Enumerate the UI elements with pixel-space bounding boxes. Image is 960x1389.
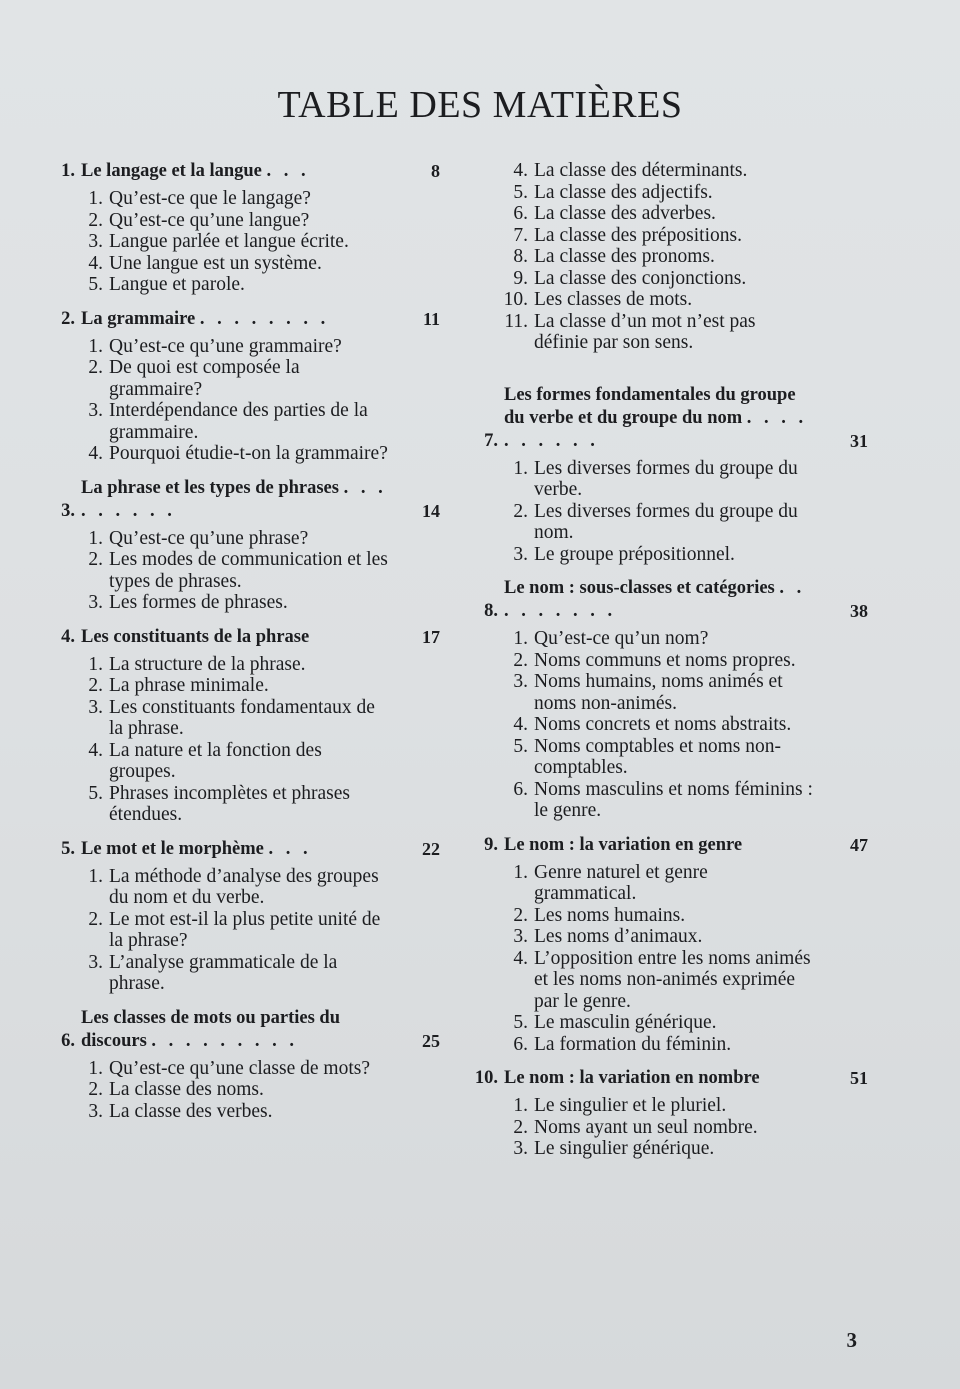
- toc-item: [498, 544, 868, 566]
- page-title: TABLE DES MATIÈRES: [277, 84, 683, 127]
- toc-chapter: [45, 626, 440, 826]
- toc-item-number: 5.: [513, 1012, 528, 1033]
- toc-item: [498, 268, 868, 290]
- toc-item-text: Langue parlée et langue écrite.: [109, 231, 349, 252]
- toc-item: [73, 528, 440, 550]
- chapter-title: Le mot et le morphème: [81, 838, 264, 859]
- chapter-heading: [468, 577, 868, 623]
- toc-item-number: 8.: [513, 246, 528, 267]
- toc-item-text: Langue et parole.: [109, 274, 245, 295]
- chapter-page-number: 38: [850, 601, 868, 621]
- toc-item-text: La classe des noms.: [109, 1079, 264, 1100]
- toc-item-text: Les diverses formes du groupe du verbe.: [534, 457, 798, 500]
- toc-item-text: Qu’est-ce que le langage?: [109, 188, 311, 209]
- toc-item-number: 5.: [513, 181, 528, 203]
- toc-item-text: Qu’est-ce qu’une classe de mots?: [109, 1057, 370, 1079]
- toc-item-text: La classe des verbes.: [109, 1100, 273, 1122]
- toc-item-number: 4.: [88, 739, 103, 761]
- chapter-items: [468, 862, 868, 1056]
- toc-item: [498, 246, 868, 268]
- toc-item-text: La classe des adjectifs.: [534, 181, 713, 203]
- toc-item: [73, 740, 440, 783]
- chapter-heading: [468, 834, 868, 857]
- chapter-number: 2.: [61, 308, 75, 329]
- toc-item-text: De quoi est composée la grammaire?: [109, 357, 300, 400]
- toc-item-number: 1.: [88, 1057, 103, 1079]
- toc-item-number: 2.: [513, 904, 528, 926]
- toc-chapter: [45, 160, 440, 296]
- chapter-title-block: [504, 1067, 816, 1090]
- toc-item-text: Le singulier et le pluriel.: [534, 1095, 727, 1116]
- toc-item-text: Noms communs et noms propres.: [534, 649, 796, 671]
- chapter-title-block: [81, 1007, 395, 1053]
- chapter-items: [45, 528, 440, 614]
- chapter-6-continued-items: [468, 160, 868, 354]
- page-number: 3: [846, 1328, 857, 1352]
- chapter-title-block: [504, 834, 816, 857]
- toc-item-number: 1.: [513, 628, 528, 649]
- toc-item-text: Qu’est-ce qu’une langue?: [109, 209, 310, 231]
- leader-dots: . . .: [266, 161, 310, 181]
- toc-item-text: Qu’est-ce qu’un nom?: [534, 628, 709, 649]
- toc-item-number: 2.: [513, 500, 528, 522]
- toc-item: [73, 253, 440, 275]
- toc-item: [73, 400, 440, 443]
- toc-item-text: La classe des prépositions.: [534, 224, 742, 246]
- toc-item: [498, 311, 868, 354]
- chapter-number: 4.: [61, 626, 75, 647]
- toc-item-number: 7.: [513, 224, 528, 246]
- chapter-items: [468, 458, 868, 566]
- chapter-title: Le nom : la variation en genre: [504, 834, 743, 855]
- toc-item-text: La formation du féminin.: [534, 1033, 732, 1055]
- toc-item-text: Noms masculins et noms féminins : le genre.: [534, 778, 813, 821]
- toc-item-text: Pourquoi étudie-t-on la grammaire?: [109, 443, 388, 464]
- chapter-items: [45, 188, 440, 296]
- toc-item: [498, 160, 868, 182]
- toc-item: [73, 697, 440, 740]
- chapter-items: [45, 336, 440, 465]
- toc-chapter: [468, 577, 868, 822]
- toc-item-number: 2.: [88, 357, 103, 378]
- chapter-title-block: [81, 838, 395, 861]
- chapter-number: 8.: [484, 601, 498, 621]
- chapter-page-number: 47: [850, 834, 868, 855]
- toc-item-text: La classe des déterminants.: [534, 160, 748, 181]
- toc-item: [498, 1138, 868, 1160]
- toc-item-number: 3.: [88, 400, 103, 421]
- toc-item-number: 2.: [88, 209, 103, 231]
- toc-item-number: 10.: [503, 289, 528, 310]
- toc-item-number: 1.: [513, 457, 528, 479]
- toc-item-number: 2.: [513, 649, 528, 671]
- toc-item: [73, 1058, 440, 1080]
- chapter-number: 7.: [484, 430, 498, 451]
- chapter-title-block: [504, 384, 816, 453]
- toc-item-text: La classe des conjonctions.: [534, 267, 747, 289]
- toc-item-text: Qu’est-ce qu’une grammaire?: [109, 335, 342, 357]
- leader-dots: . . .: [268, 838, 312, 859]
- toc-item: [73, 952, 440, 995]
- chapter-items: [468, 628, 868, 822]
- toc-item: [73, 592, 440, 614]
- toc-item: [498, 458, 868, 501]
- toc-item-number: 3.: [88, 231, 103, 252]
- chapter-heading: [468, 384, 868, 453]
- toc-item-text: Interdépendance des parties de la grammaire.: [109, 400, 368, 443]
- chapter-title: Le langage et la langue: [81, 161, 262, 181]
- toc-item-text: Noms humains, noms animés et noms non-animés.: [534, 671, 783, 714]
- toc-item-text: Noms concrets et noms abstraits.: [534, 714, 792, 735]
- toc-item-number: 2.: [88, 675, 103, 696]
- chapter-page-number: 17: [422, 626, 440, 647]
- toc-item-text: Les noms d’animaux.: [534, 926, 703, 947]
- chapter-title: Le nom : la variation en nombre: [504, 1068, 760, 1088]
- toc-item-number: 3.: [513, 543, 528, 565]
- toc-item: [498, 779, 868, 822]
- toc-chapter: [45, 838, 440, 995]
- chapter-number: 9.: [484, 834, 498, 855]
- toc-item-text: La nature et la fonction des groupes.: [109, 739, 322, 782]
- chapter-title-block: [81, 477, 395, 523]
- toc-item-text: Les constituants fondamentaux de la phrase.: [109, 696, 375, 739]
- toc-chapter: [468, 1067, 868, 1160]
- toc-item-number: 5.: [513, 735, 528, 757]
- toc-item-number: 4.: [513, 160, 528, 181]
- toc-item: [498, 714, 868, 736]
- toc-item-text: Noms comptables et noms non-comptables.: [534, 735, 781, 778]
- chapter-items: [45, 866, 440, 995]
- toc-item-text: La phrase minimale.: [109, 675, 269, 696]
- toc-item-number: 3.: [88, 951, 103, 973]
- chapter-page-number: 25: [422, 1030, 440, 1051]
- chapter-title: Les classes de mots ou parties du discours: [81, 1007, 341, 1051]
- toc-item-number: 11.: [504, 310, 528, 332]
- left-column: [45, 160, 440, 1134]
- chapter-page-number: 11: [422, 308, 440, 329]
- chapter-title: La phrase et les types de phrases: [81, 477, 339, 498]
- chapter-items: [468, 1095, 868, 1160]
- toc-item-text: Genre naturel et genre grammatical.: [534, 861, 708, 904]
- toc-item-number: 5.: [88, 274, 103, 295]
- toc-item: [498, 225, 868, 247]
- toc-item-number: 1.: [513, 1095, 528, 1116]
- right-chapters: [468, 384, 868, 1160]
- toc-item-text: Le mot est-il la plus petite unité de la phrase?: [109, 908, 381, 951]
- toc-item: [73, 783, 440, 826]
- toc-item-text: La classe d’un mot n’est pas définie par son sens.: [534, 310, 756, 353]
- toc-item-number: 3.: [88, 1100, 103, 1122]
- toc-item-number: 6.: [513, 203, 528, 224]
- toc-item-number: 1.: [88, 653, 103, 675]
- toc-item-number: 3.: [513, 671, 528, 692]
- toc-item-number: 3.: [513, 926, 528, 947]
- toc-item-text: L’analyse grammaticale de la phrase.: [109, 951, 338, 994]
- chapter-title: Le nom : sous-classes et catégories: [504, 578, 775, 598]
- toc-item-number: 3.: [513, 1138, 528, 1159]
- chapter-heading: [45, 1007, 440, 1053]
- leader-dots: . . . . . . . . .: [504, 578, 806, 621]
- chapter-number: 10.: [474, 1068, 498, 1088]
- toc-item: [498, 671, 868, 714]
- toc-item: [498, 1034, 868, 1056]
- chapter-heading: [45, 626, 440, 649]
- toc-item-text: La classe des pronoms.: [534, 246, 715, 267]
- toc-item: [498, 182, 868, 204]
- toc-item: [498, 736, 868, 779]
- toc-chapter: [45, 1007, 440, 1123]
- toc-item: [498, 1095, 868, 1117]
- toc-item-number: 4.: [88, 252, 103, 274]
- toc-chapter: [45, 477, 440, 614]
- toc-item: [73, 866, 440, 909]
- toc-item-number: 4.: [88, 443, 103, 464]
- leader-dots: . . . . . . . . .: [151, 1030, 299, 1051]
- toc-item-number: 1.: [88, 527, 103, 549]
- toc-item-text: La classe des adverbes.: [534, 203, 716, 224]
- toc-item: [73, 654, 440, 676]
- toc-item: [498, 501, 868, 544]
- toc-chapter: [45, 308, 440, 465]
- toc-item: [73, 188, 440, 210]
- toc-item-text: L’opposition entre les noms animés et les noms non-animés exprimée par le genre.: [534, 947, 811, 1012]
- chapter-title: Les constituants de la phrase: [81, 626, 310, 647]
- toc-item-number: 1.: [88, 188, 103, 209]
- toc-item-text: La méthode d’analyse des groupes du nom et du verbe.: [109, 865, 379, 908]
- toc-item-text: Les classes de mots.: [534, 289, 693, 310]
- toc-item-number: 1.: [513, 861, 528, 883]
- toc-item: [498, 650, 868, 672]
- chapter-number: 3.: [61, 500, 75, 521]
- toc-item-number: 3.: [88, 696, 103, 718]
- chapter-heading: [45, 477, 440, 523]
- chapter-title-block: [81, 626, 395, 649]
- toc-item-number: 6.: [513, 778, 528, 800]
- toc-item-text: Les diverses formes du groupe du nom.: [534, 500, 798, 543]
- toc-item-text: Les modes de communication et les types de phrases.: [109, 549, 388, 592]
- toc-item-number: 3.: [88, 592, 103, 613]
- toc-item: [73, 231, 440, 253]
- toc-item: [498, 203, 868, 225]
- chapter-heading: [45, 308, 440, 331]
- toc-chapter: [468, 834, 868, 1056]
- chapter-number: 1.: [61, 161, 75, 181]
- chapter-page-number: 51: [850, 1068, 868, 1088]
- toc-item-number: 2.: [88, 549, 103, 570]
- chapter-title-block: [504, 577, 816, 623]
- toc-item: [73, 357, 440, 400]
- leader-dots: . . . . . . . . .: [81, 477, 387, 521]
- chapter-number: 6.: [61, 1030, 75, 1051]
- toc-item: [498, 1012, 868, 1034]
- toc-item: [73, 210, 440, 232]
- toc-item: [73, 1079, 440, 1101]
- chapter-title-block: [81, 160, 395, 183]
- chapter-title: Les formes fondamentales du groupe du verbe et du groupe du nom: [504, 384, 796, 428]
- toc-item-text: Les noms humains.: [534, 904, 686, 926]
- leader-dots: . . . . . . . . . .: [504, 407, 808, 451]
- toc-item-text: Phrases incomplètes et phrases étendues.: [109, 782, 350, 825]
- toc-item: [73, 336, 440, 358]
- toc-item: [73, 443, 440, 465]
- toc-item-number: 2.: [513, 1116, 528, 1138]
- toc-item: [73, 675, 440, 697]
- toc-item-number: 1.: [88, 865, 103, 887]
- toc-item-number: 2.: [88, 908, 103, 930]
- toc-item: [73, 1101, 440, 1123]
- toc-item: [498, 948, 868, 1013]
- chapter-items: [45, 654, 440, 826]
- toc-item-number: 6.: [513, 1033, 528, 1055]
- chapter-heading: [45, 838, 440, 861]
- toc-item-text: Les formes de phrases.: [109, 592, 288, 613]
- right-column: [468, 160, 868, 1172]
- toc-item: [498, 1117, 868, 1139]
- chapter-title: La grammaire: [81, 308, 196, 329]
- toc-item-number: 2.: [88, 1079, 103, 1100]
- toc-chapter: [468, 384, 868, 566]
- toc-item-text: Le singulier générique.: [534, 1138, 715, 1159]
- toc-item: [498, 926, 868, 948]
- toc-item: [73, 274, 440, 296]
- chapter-items: [45, 1058, 440, 1123]
- chapter-number: 5.: [61, 838, 75, 859]
- toc-item-text: Qu’est-ce qu’une phrase?: [109, 527, 309, 549]
- toc-item-number: 4.: [513, 947, 528, 969]
- toc-item: [498, 289, 868, 311]
- toc-item-text: Le groupe prépositionnel.: [534, 543, 735, 565]
- toc-item-number: 5.: [88, 782, 103, 804]
- toc-item: [498, 862, 868, 905]
- toc-item-number: 4.: [513, 714, 528, 735]
- toc-item-text: Le masculin générique.: [534, 1012, 717, 1033]
- chapter-heading: [45, 160, 440, 183]
- toc-item-number: 9.: [513, 267, 528, 289]
- toc-item-text: Noms ayant un seul nombre.: [534, 1116, 758, 1138]
- toc-item-text: La structure de la phrase.: [109, 653, 306, 675]
- toc-item: [73, 909, 440, 952]
- toc-item: [498, 905, 868, 927]
- chapter-page-number: 14: [422, 500, 440, 521]
- leader-dots: . . . . . . . .: [199, 308, 330, 329]
- toc-item: [498, 628, 868, 650]
- toc-item-text: Une langue est un système.: [109, 252, 322, 274]
- chapter-heading: [468, 1067, 868, 1090]
- toc-item-number: 1.: [88, 335, 103, 357]
- chapter-page-number: 8: [431, 161, 440, 181]
- chapter-page-number: 31: [850, 430, 868, 451]
- chapter-title-block: [81, 308, 395, 331]
- chapter-page-number: 22: [422, 838, 440, 859]
- toc-item: [73, 549, 440, 592]
